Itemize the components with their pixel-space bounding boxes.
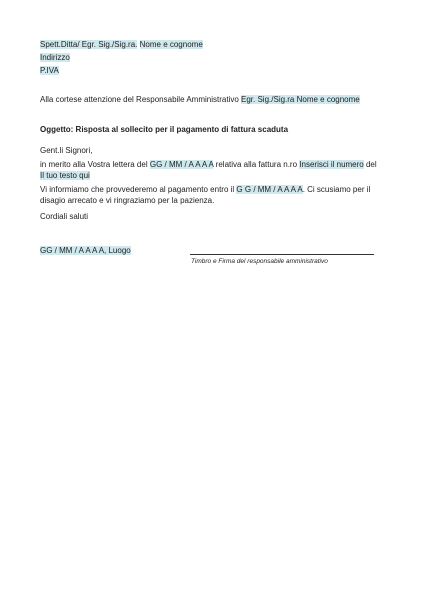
paragraph1-line2 <box>40 171 90 181</box>
paragraph2-text-a: Vi informiamo che provvederemo al pagamento entro il <box>40 185 235 194</box>
paragraph1-text-c: del <box>365 160 377 169</box>
paragraph1-text-a: in merito alla Vostra lettera del <box>40 160 148 169</box>
signature-line <box>190 254 374 255</box>
attention-line <box>40 95 360 105</box>
invoice-number-placeholder: Inserisci il numero <box>299 160 364 169</box>
address-line <box>40 53 70 63</box>
recipient-line <box>40 40 203 50</box>
footer-place-placeholder: , Luogo <box>104 246 131 255</box>
letter-date-placeholder: GG / MM / A A A A <box>149 160 214 169</box>
vat-placeholder: P.IVA <box>40 66 59 75</box>
paragraph1-text-b: relativa alla fattura n.ro <box>215 160 298 169</box>
attention-prefix: Alla cortese attenzione del Responsabile Amministrativo <box>40 95 239 104</box>
subject-line: Oggetto: Risposta al sollecito per il pagamento di fattura scaduta <box>40 125 289 134</box>
closing: Cordiali saluti <box>40 212 89 221</box>
address-placeholder: Indirizzo <box>40 53 70 62</box>
attention-placeholder: Egr. Sig./Sig.ra Nome e cognome <box>241 95 360 104</box>
payment-date-placeholder: G G / MM / A A A A <box>236 185 303 194</box>
greeting: Gent.li Signori, <box>40 146 93 155</box>
vat-line <box>40 66 59 76</box>
paragraph1-line1 <box>40 160 377 170</box>
paragraph2-line1 <box>40 185 370 195</box>
signature-caption: Timbro e Firma del responsabile amministrativo <box>191 258 328 265</box>
salutation-prefix: Spett.Ditta/ Egr. Sig./Sig.ra. <box>40 40 138 49</box>
paragraph2-line2: disagio arrecato e vi ringraziamo per la pazienza. <box>40 196 215 205</box>
footer-date-place <box>40 246 131 256</box>
paragraph2-text-b: . Ci scusiamo per il <box>302 185 371 194</box>
recipient-name-placeholder: Nome e cognome <box>139 40 203 49</box>
footer-date-placeholder: GG / MM / A A A A <box>40 246 105 255</box>
text-placeholder: Il tuo testo qui <box>40 171 90 180</box>
